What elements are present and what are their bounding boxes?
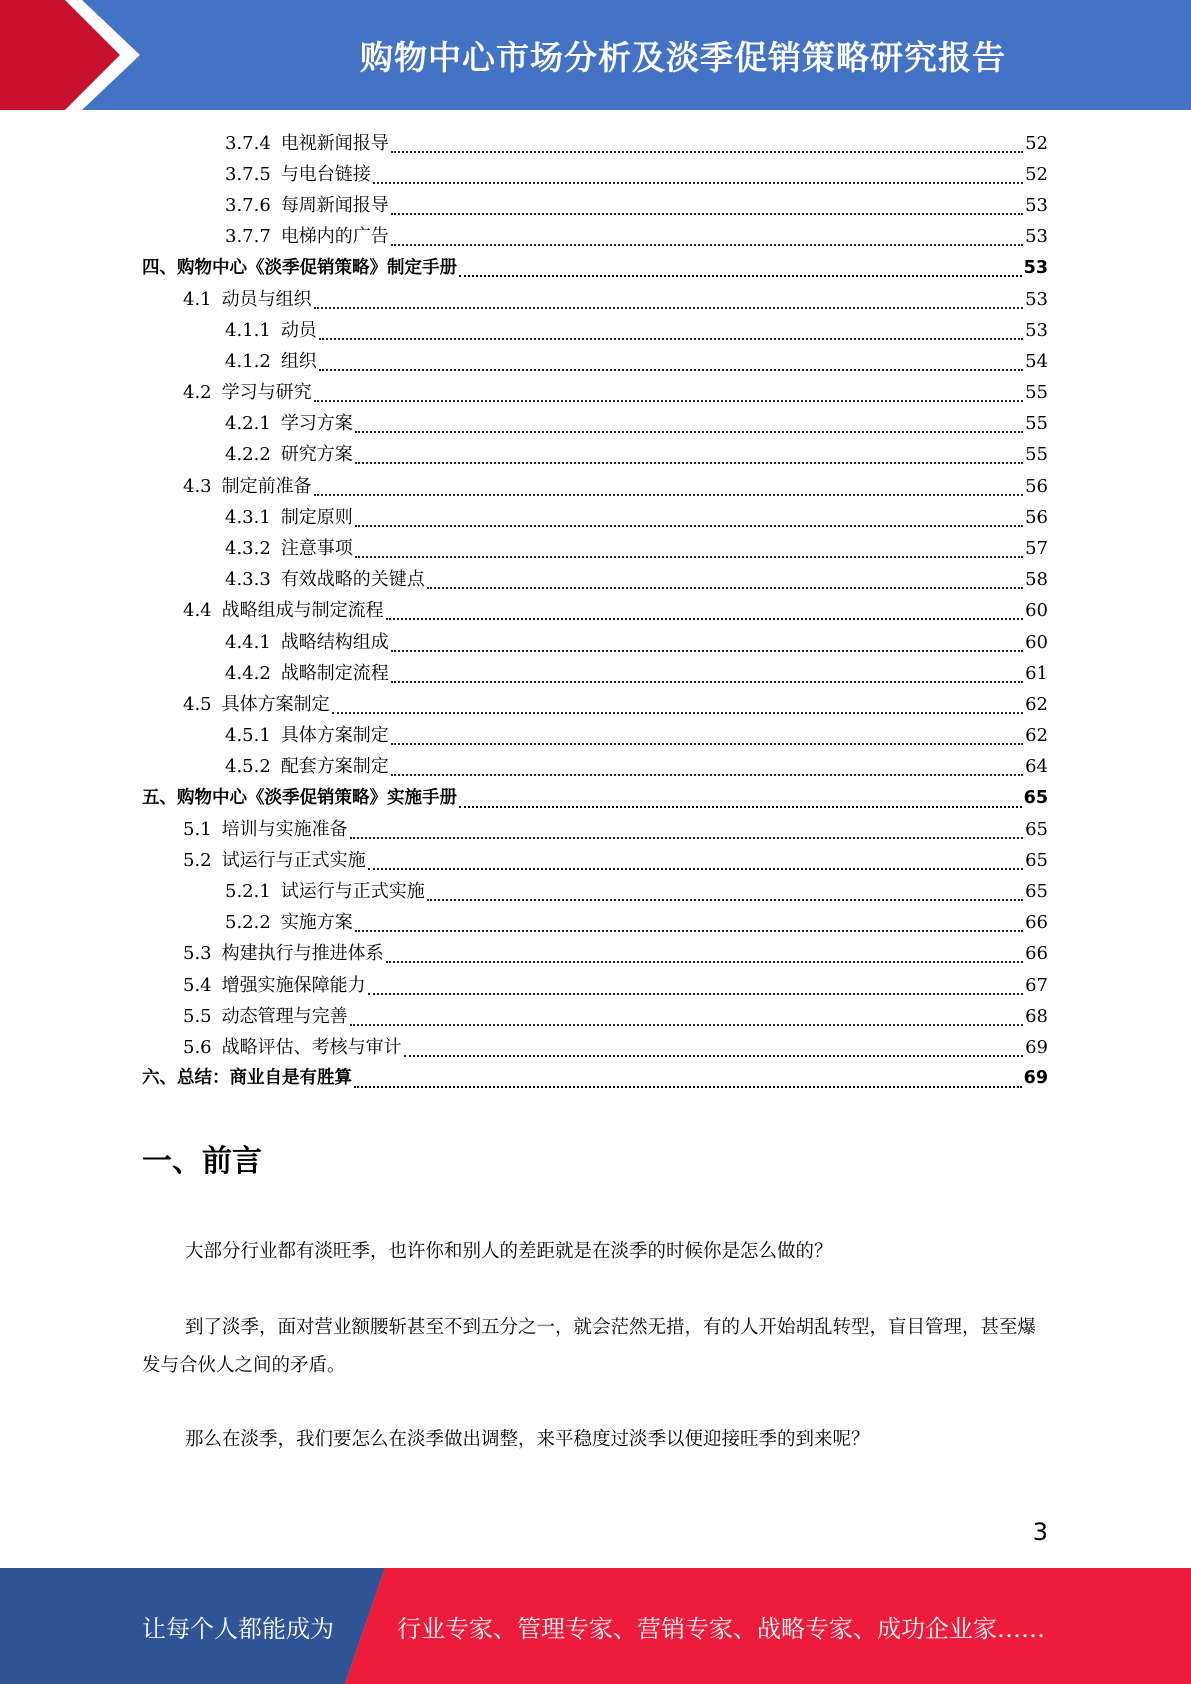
toc-entry-number: 5.2 bbox=[183, 849, 212, 871]
toc-entry[interactable] bbox=[142, 253, 1048, 284]
toc-entry-title: 电视新闻报导 bbox=[280, 132, 389, 154]
toc-entry-title: 实施方案 bbox=[280, 912, 353, 934]
toc-entry-page: 65 bbox=[1025, 818, 1048, 840]
toc-entry-title: 研究方案 bbox=[280, 444, 353, 466]
toc-dot-leader bbox=[386, 951, 1023, 963]
toc-entry[interactable] bbox=[142, 565, 1048, 596]
toc-entry-number: 4.4.1 bbox=[225, 631, 271, 653]
toc-entry-page: 58 bbox=[1025, 569, 1048, 591]
toc-entry[interactable] bbox=[142, 658, 1048, 689]
table-of-contents bbox=[142, 128, 1048, 1095]
toc-entry-number: 4.1.2 bbox=[225, 350, 271, 372]
toc-entry-number: 4.2 bbox=[183, 382, 212, 404]
toc-entry-number: 4.5.1 bbox=[225, 725, 271, 747]
toc-entry-number: 5.2.2 bbox=[225, 912, 271, 934]
toc-entry-number: 4.4 bbox=[183, 600, 212, 622]
toc-entry[interactable] bbox=[142, 783, 1048, 814]
toc-entry-number: 4.5 bbox=[183, 693, 212, 715]
toc-entry[interactable] bbox=[142, 908, 1048, 939]
toc-entry-page: 60 bbox=[1025, 600, 1048, 622]
toc-dot-leader bbox=[459, 265, 1022, 277]
toc-dot-leader bbox=[319, 359, 1023, 371]
toc-dot-leader bbox=[373, 172, 1023, 184]
toc-entry[interactable] bbox=[142, 315, 1048, 346]
toc-entry[interactable] bbox=[142, 533, 1048, 564]
footer-slogan-left: 让每个人都能成为 bbox=[142, 1614, 334, 1643]
paragraph: 到了淡季，面对营业额腰斩甚至不到五分之一，就会茫然无措，有的人开始胡乱转型，盲目管理，甚至爆发与合伙人之间的矛盾。 bbox=[142, 1317, 1037, 1376]
toc-entry-page: 65 bbox=[1023, 787, 1048, 808]
toc-entry-page: 53 bbox=[1025, 288, 1048, 310]
toc-entry-title: 培训与实施准备 bbox=[221, 818, 348, 840]
toc-entry-page: 62 bbox=[1025, 693, 1048, 715]
toc-dot-leader bbox=[350, 1014, 1023, 1026]
toc-entry-title: 试运行与正式实施 bbox=[280, 881, 425, 903]
toc-entry-title: 增强实施保障能力 bbox=[221, 974, 366, 996]
toc-entry[interactable] bbox=[142, 596, 1048, 627]
toc-entry-number: 4.1.1 bbox=[225, 319, 271, 341]
toc-dot-leader bbox=[391, 733, 1023, 745]
toc-dot-leader bbox=[354, 1076, 1022, 1088]
toc-dot-leader bbox=[355, 515, 1023, 527]
toc-entry-page: 57 bbox=[1025, 538, 1048, 560]
toc-entry-number: 5.2.1 bbox=[225, 881, 271, 903]
toc-entry-number: 4.3.1 bbox=[225, 506, 271, 528]
toc-entry-title: 六、总结：商业自是有胜算 bbox=[142, 1068, 352, 1089]
toc-entry-title: 战略组成与制定流程 bbox=[221, 600, 384, 622]
toc-dot-leader bbox=[319, 328, 1023, 340]
paragraph: 大部分行业都有淡旺季，也许你和别人的差距就是在淡季的时候你是怎么做的？ bbox=[185, 1241, 833, 1262]
toc-entry-title: 四、购物中心《淡季促销策略》制定手册 bbox=[142, 257, 457, 278]
toc-entry-title: 具体方案制定 bbox=[280, 725, 389, 747]
toc-dot-leader bbox=[355, 920, 1023, 932]
toc-entry-title: 动态管理与完善 bbox=[221, 1005, 348, 1027]
toc-entry-page: 67 bbox=[1025, 974, 1048, 996]
toc-entry-page: 66 bbox=[1025, 912, 1048, 934]
toc-dot-leader bbox=[314, 297, 1023, 309]
chevron-decoration-icon bbox=[0, 0, 180, 110]
toc-entry[interactable] bbox=[142, 471, 1048, 502]
toc-entry-title: 与电台链接 bbox=[280, 163, 371, 185]
toc-entry-title: 动员与组织 bbox=[221, 288, 312, 310]
toc-entry[interactable] bbox=[142, 877, 1048, 908]
toc-dot-leader bbox=[368, 983, 1023, 995]
toc-entry-title: 具体方案制定 bbox=[221, 693, 330, 715]
toc-entry[interactable] bbox=[142, 845, 1048, 876]
toc-entry-title: 五、购物中心《淡季促销策略》实施手册 bbox=[142, 787, 457, 808]
toc-entry-page: 69 bbox=[1025, 1037, 1048, 1059]
toc-entry-number: 5.1 bbox=[183, 818, 212, 840]
toc-entry-number: 5.5 bbox=[183, 1005, 212, 1027]
toc-entry[interactable] bbox=[142, 190, 1048, 221]
toc-entry[interactable] bbox=[142, 1032, 1048, 1063]
toc-entry[interactable] bbox=[142, 970, 1048, 1001]
toc-entry-number: 4.3.2 bbox=[225, 538, 271, 560]
toc-dot-leader bbox=[391, 671, 1023, 683]
toc-entry-page: 61 bbox=[1025, 662, 1048, 684]
footer-slogan-right: 行业专家、管理专家、营销专家、战略专家、成功企业家…… bbox=[397, 1614, 1045, 1643]
toc-entry-page: 53 bbox=[1025, 194, 1048, 216]
toc-entry-title: 构建执行与推进体系 bbox=[221, 943, 384, 965]
toc-entry-page: 56 bbox=[1025, 506, 1048, 528]
toc-dot-leader bbox=[350, 827, 1023, 839]
toc-entry-number: 5.6 bbox=[183, 1037, 212, 1059]
report-title: 购物中心市场分析及淡季促销策略研究报告 bbox=[360, 37, 1006, 77]
toc-entry-title: 学习方案 bbox=[280, 413, 353, 435]
toc-dot-leader bbox=[332, 702, 1023, 714]
toc-dot-leader bbox=[368, 858, 1023, 870]
toc-entry-page: 52 bbox=[1025, 132, 1048, 154]
toc-dot-leader bbox=[459, 796, 1022, 808]
toc-entry-page: 55 bbox=[1025, 444, 1048, 466]
toc-dot-leader bbox=[391, 141, 1023, 153]
page-number: 3 bbox=[1032, 1518, 1048, 1546]
toc-entry-page: 53 bbox=[1025, 226, 1048, 248]
toc-entry-title: 注意事项 bbox=[280, 538, 353, 560]
toc-entry-title: 试运行与正式实施 bbox=[221, 849, 366, 871]
toc-entry-number: 4.4.2 bbox=[225, 662, 271, 684]
toc-entry-title: 学习与研究 bbox=[221, 382, 312, 404]
toc-dot-leader bbox=[391, 234, 1023, 246]
toc-entry[interactable] bbox=[142, 689, 1048, 720]
toc-entry-page: 60 bbox=[1025, 631, 1048, 653]
toc-entry-title: 制定原则 bbox=[280, 506, 353, 528]
toc-dot-leader bbox=[391, 203, 1023, 215]
page-header bbox=[0, 0, 1191, 110]
toc-entry-page: 65 bbox=[1025, 849, 1048, 871]
toc-entry-number: 4.3.3 bbox=[225, 569, 271, 591]
toc-entry-page: 62 bbox=[1025, 725, 1048, 747]
toc-entry[interactable] bbox=[142, 128, 1048, 159]
toc-entry[interactable] bbox=[142, 721, 1048, 752]
toc-entry-page: 69 bbox=[1023, 1068, 1048, 1089]
toc-entry-page: 64 bbox=[1025, 756, 1048, 778]
toc-entry-page: 68 bbox=[1025, 1005, 1048, 1027]
page-footer bbox=[0, 1568, 1191, 1684]
toc-entry[interactable] bbox=[142, 284, 1048, 315]
toc-entry[interactable] bbox=[142, 440, 1048, 471]
toc-entry-page: 53 bbox=[1025, 319, 1048, 341]
toc-entry-number: 3.7.6 bbox=[225, 194, 271, 216]
toc-entry-page: 55 bbox=[1025, 413, 1048, 435]
toc-dot-leader bbox=[314, 390, 1023, 402]
toc-dot-leader bbox=[355, 421, 1023, 433]
toc-entry[interactable] bbox=[142, 378, 1048, 409]
toc-entry[interactable] bbox=[142, 814, 1048, 845]
toc-entry-title: 战略评估、考核与审计 bbox=[221, 1037, 402, 1059]
toc-entry-title: 配套方案制定 bbox=[280, 756, 389, 778]
toc-dot-leader bbox=[427, 889, 1023, 901]
toc-dot-leader bbox=[404, 1045, 1023, 1057]
toc-entry-number: 3.7.4 bbox=[225, 132, 271, 154]
toc-entry[interactable] bbox=[142, 1064, 1048, 1095]
toc-entry-number: 3.7.7 bbox=[225, 226, 271, 248]
toc-entry-page: 52 bbox=[1025, 163, 1048, 185]
toc-entry-title: 有效战略的关键点 bbox=[280, 569, 425, 591]
toc-entry-title: 电梯内的广告 bbox=[280, 226, 389, 248]
toc-entry-title: 每周新闻报导 bbox=[280, 194, 389, 216]
section-heading: 一、前言 bbox=[142, 1144, 262, 1179]
toc-entry[interactable] bbox=[142, 1001, 1048, 1032]
toc-entry[interactable] bbox=[142, 409, 1048, 440]
toc-dot-leader bbox=[355, 546, 1023, 558]
toc-dot-leader bbox=[314, 484, 1023, 496]
toc-entry-number: 3.7.5 bbox=[225, 163, 271, 185]
toc-entry[interactable] bbox=[142, 627, 1048, 658]
toc-entry-page: 53 bbox=[1023, 257, 1048, 278]
toc-entry-page: 54 bbox=[1025, 350, 1048, 372]
toc-dot-leader bbox=[355, 452, 1023, 464]
toc-entry[interactable] bbox=[142, 752, 1048, 783]
toc-entry-title: 战略制定流程 bbox=[280, 662, 389, 684]
toc-entry[interactable] bbox=[142, 346, 1048, 377]
toc-entry[interactable] bbox=[142, 159, 1048, 190]
toc-entry[interactable] bbox=[142, 222, 1048, 253]
paragraph: 那么在淡季，我们要怎么在淡季做出调整，来平稳度过淡季以便迎接旺季的到来呢？ bbox=[185, 1429, 870, 1450]
toc-entry-title: 战略结构组成 bbox=[280, 631, 389, 653]
toc-entry-number: 4.5.2 bbox=[225, 756, 271, 778]
toc-entry-page: 65 bbox=[1025, 881, 1048, 903]
toc-dot-leader bbox=[391, 640, 1023, 652]
toc-entry-page: 56 bbox=[1025, 475, 1048, 497]
toc-entry-number: 4.1 bbox=[183, 288, 212, 310]
toc-entry-title: 组织 bbox=[280, 350, 317, 372]
toc-entry-number: 4.2.1 bbox=[225, 413, 271, 435]
toc-dot-leader bbox=[391, 764, 1023, 776]
toc-dot-leader bbox=[386, 608, 1023, 620]
toc-entry[interactable] bbox=[142, 502, 1048, 533]
toc-entry-title: 制定前准备 bbox=[221, 475, 312, 497]
toc-entry-number: 4.3 bbox=[183, 475, 212, 497]
toc-entry-number: 5.3 bbox=[183, 943, 212, 965]
toc-entry-title: 动员 bbox=[280, 319, 317, 341]
toc-entry-number: 5.4 bbox=[183, 974, 212, 996]
toc-entry-number: 4.2.2 bbox=[225, 444, 271, 466]
toc-entry-page: 66 bbox=[1025, 943, 1048, 965]
toc-entry-page: 55 bbox=[1025, 382, 1048, 404]
toc-dot-leader bbox=[427, 577, 1023, 589]
toc-entry[interactable] bbox=[142, 939, 1048, 970]
